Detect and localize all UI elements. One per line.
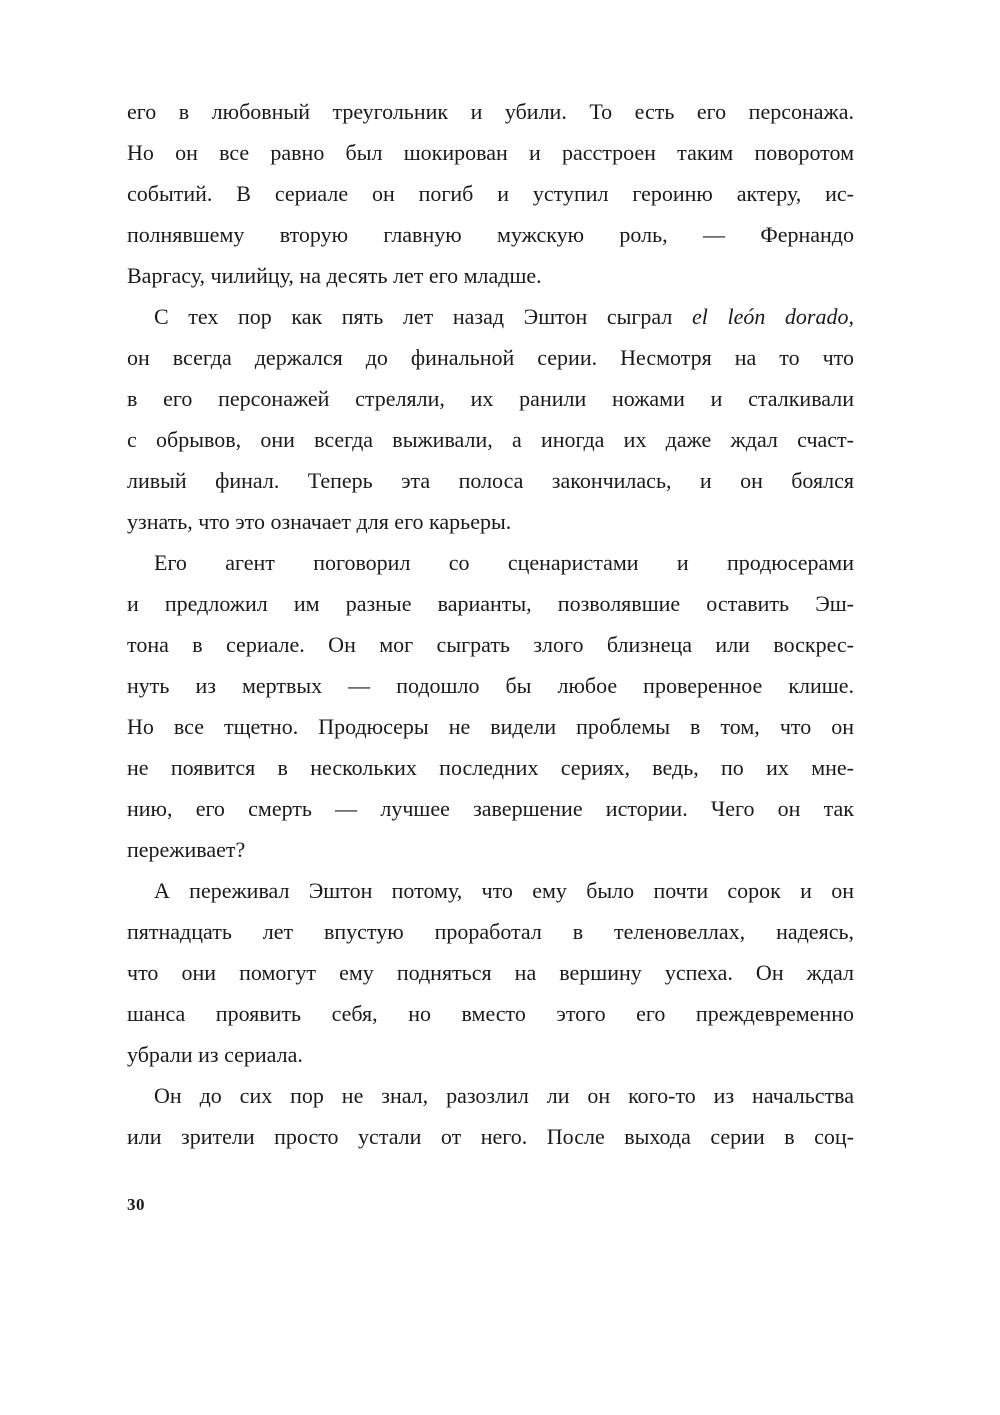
text-line: событий. В сериале он погиб и уступил героиню актеру, ис- (127, 181, 854, 206)
text-line: Но он все равно был шокирован и расстроен таким поворотом (127, 140, 854, 165)
text-line: убрали из сериала. (127, 1042, 303, 1067)
text-line: не появится в нескольких последних сериях, ведь, по их мне- (127, 755, 854, 780)
text-line: тона в сериале. Он мог сыграть злого близнеца или воскрес- (127, 632, 854, 657)
page-number: 30 (127, 1195, 145, 1214)
paragraph (127, 1075, 854, 1157)
text-line: полнявшему вторую главную мужскую роль, — Фернандо (127, 222, 854, 247)
paragraph (127, 542, 854, 870)
text-line: в его персонажей стреляли, их ранили ножами и сталкивали (127, 386, 854, 411)
text-line: с обрывов, они всегда выживали, а иногда их даже ждал счаст- (127, 427, 854, 452)
text-line: С тех пор как пять лет назад Эштон сыграл el león dorado, (154, 304, 854, 329)
text-line: он всегда держался до финальной серии. Несмотря на то что (127, 345, 854, 370)
text-line: переживает? (127, 837, 246, 862)
text-line: Его агент поговорил со сценаристами и продюсерами (154, 550, 854, 575)
text-line: и предложил им разные варианты, позволявшие оставить Эш- (127, 591, 854, 616)
text-line: что они помогут ему подняться на вершину успеха. Он ждал (127, 960, 854, 985)
text-line: А переживал Эштон потому, что ему было почти сорок и он (154, 878, 854, 903)
text-line: ливый финал. Теперь эта полоса закончилась, и он боялся (127, 468, 854, 493)
text-line: шанса проявить себя, но вместо этого его преждевременно (127, 1001, 854, 1026)
paragraph (127, 296, 854, 542)
paragraph (127, 870, 854, 1075)
text-line: пятнадцать лет впустую проработал в теленовеллах, надеясь, (127, 919, 854, 944)
text-line: Он до сих пор не знал, разозлил ли он кого-то из начальства (154, 1083, 854, 1108)
text-line: или зрители просто устали от него. После выхода серии в соц- (127, 1124, 854, 1149)
text-line: Варгасу, чилийцу, на десять лет его младше. (127, 263, 542, 288)
text-block (127, 91, 854, 1157)
text-line: нуть из мертвых — подошло бы любое проверенное клише. (127, 673, 854, 698)
text-line: Но все тщетно. Продюсеры не видели проблемы в том, что он (127, 714, 854, 739)
text-line: нию, его смерть — лучшее завершение истории. Чего он так (127, 796, 854, 821)
text-line: его в любовный треугольник и убили. То есть его персонажа. (127, 99, 854, 124)
paragraph (127, 91, 854, 296)
text-line: узнать, что это означает для его карьеры. (127, 509, 512, 534)
